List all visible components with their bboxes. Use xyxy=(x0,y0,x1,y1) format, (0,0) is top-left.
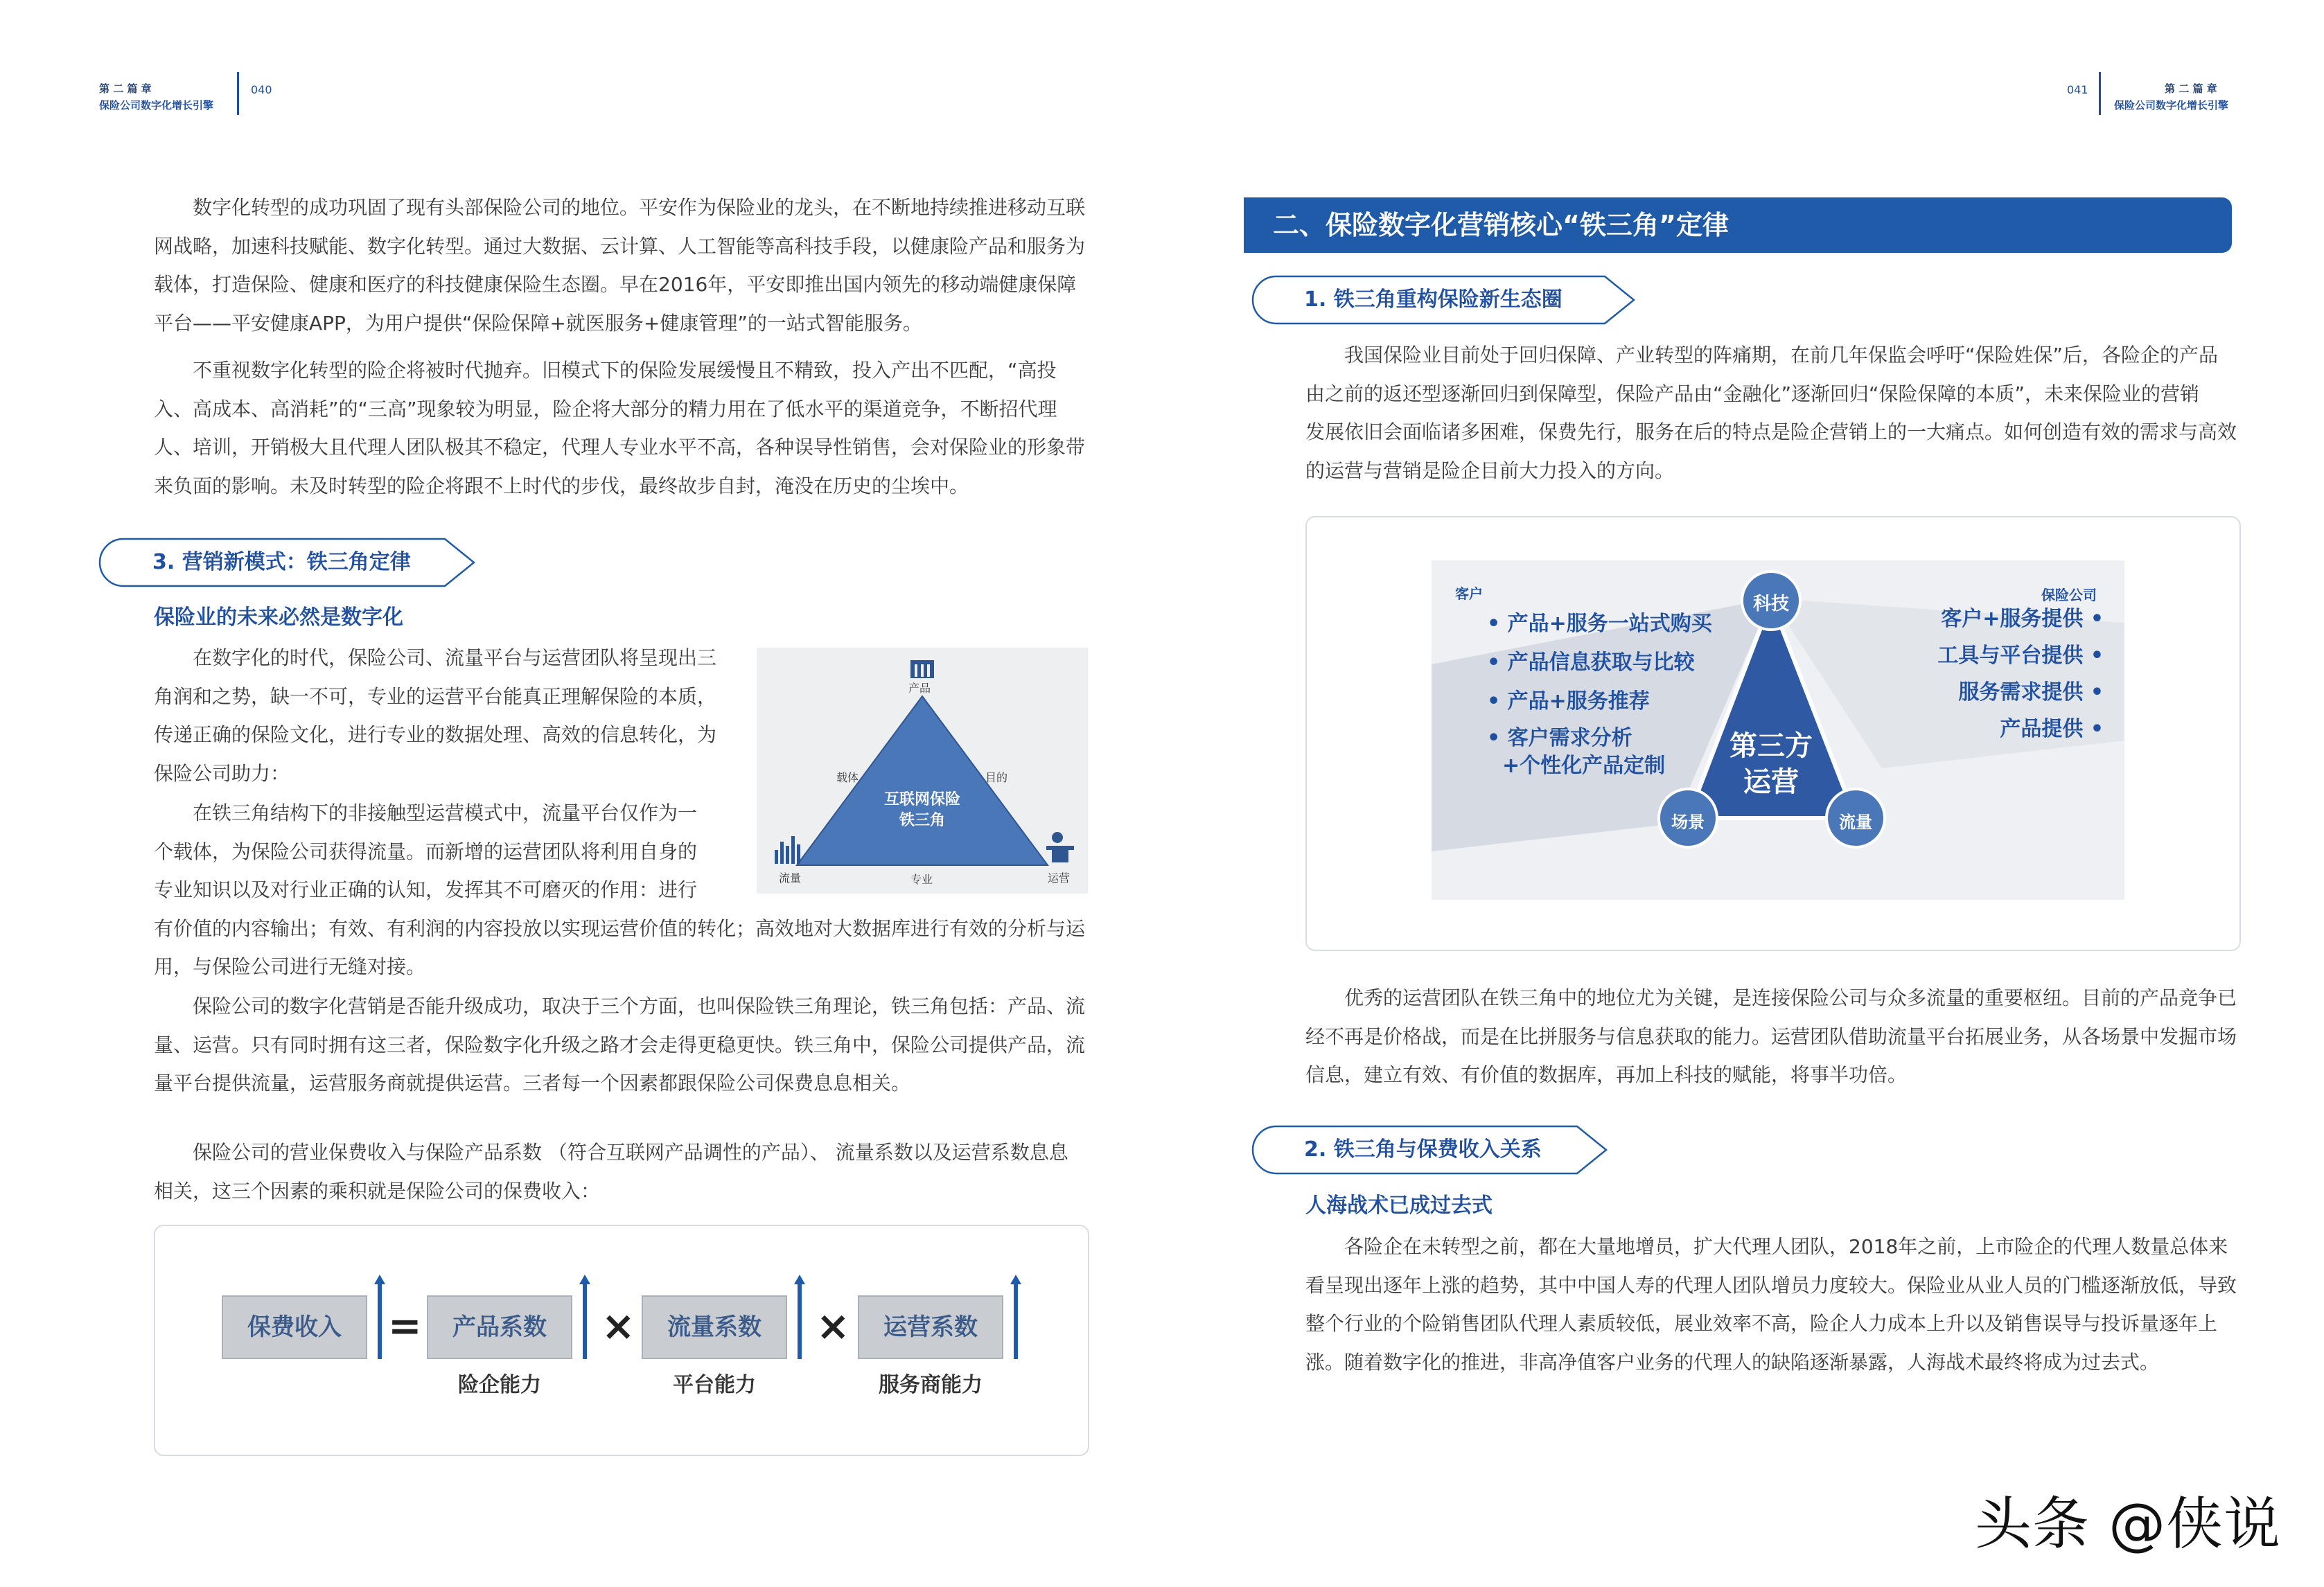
section-tag-1 xyxy=(1251,275,1639,325)
formula-product-coefficient: 产品系数 xyxy=(427,1295,572,1359)
left-paragraph-4: 在铁三角结构下的非接触型运营模式中，流量平台仅作为一 个载体，为保险公司获得流量。而新增的运营团队将利用自身的 专业知识以及对行业正确的认知，发挥其不可磨灭的作用：进行 有价值的内容输出；有效、有利润的内容投放以实现运营价值的转化；高效地对大数据库进行有效的分析与运 用，与保险公司进行无缝对接。 xyxy=(154,801,1086,978)
right-page-number: 041 xyxy=(2067,83,2088,96)
right-paragraph-1: 我国保险业目前处于回归保障、产业转型的阵痛期，在前几年保监会呼吁“保险姓保”后，各险企的产品 由之前的返还型逐渐回归到保障型，保险产品由“金融化”逐渐回归“保险保障的本质”，未来保险业的营销 发展依旧会面临诸多困难，保费先行，服务在后的特点是险企营销上的一大痛点。如何创造有效的需求与高效 的运营与营销是险企目前大力投入的方向。 xyxy=(1305,344,2237,482)
formula-premium-income: 保费收入 xyxy=(222,1295,367,1359)
insurer-item: 产品提供 • xyxy=(2000,717,2104,741)
left-page-number: 040 xyxy=(251,83,272,96)
operator-icon xyxy=(1046,832,1074,862)
right-paragraph-2: 优秀的运营团队在铁三角中的地位尤为关键，是连接保险公司与众多流量的重要枢纽。目前的产品竞争已 经不再是价格战，而是在比拼服务与信息获取的能力。运营团队借助流量平台拓展业务，从各场景中发掘市场 信息，建立有效、有价值的数据库，再加上科技的赋能，将事半功倍。 xyxy=(1305,986,2237,1086)
right-paragraph-3: 各险企在未转型之前，都在大量地增员，扩大代理人团队，2018年之前，上市险企的代理人数量总体来 看呈现出逐年上涨的趋势，其中中国人寿的代理人团队增员力度较大。保险业从业人员的门槛逐渐放低，导致 整个行业的个险销售团队代理人素质较低，展业效率不高，险企人力成本上升以及销售误导与投诉量逐年上 涨。随着数字化的推进，非高净值客户业务的代理人的缺陷逐渐暴露，人海战术最终将成为过去式。 xyxy=(1305,1235,2237,1374)
triangle-bottom-left-label: 流量 xyxy=(779,871,802,885)
formula-equals: = xyxy=(388,1302,422,1349)
arrow-up-icon xyxy=(374,1275,385,1359)
left-header-divider xyxy=(237,72,239,115)
diagram-node-technology: 科技 xyxy=(1752,594,1789,614)
diagram-insurer-label: 保险公司 xyxy=(2041,587,2097,603)
left-paragraph-5: 保险公司的数字化营销是否能升级成功，取决于三个方面，也叫保险铁三角理论，铁三角包括：产品、流 量、运营。只有同时拥有这三者，保险数字化升级之路才会走得更稳更快。铁三角中，保险公司提供产品，流 量平台提供流量，运营服务商就提供运营。三者每一个因素都跟保险公司保费息息相关。 xyxy=(154,995,1086,1094)
customer-item: • 产品+服务一站式购买 xyxy=(1487,612,1712,636)
ecosystem-diagram xyxy=(1432,560,2124,900)
triangle-bottom-edge-label: 专业 xyxy=(910,873,933,886)
diagram-node-scenario: 场景 xyxy=(1671,813,1705,832)
iron-triangle-figure xyxy=(757,648,1088,894)
formula-times-2: × xyxy=(816,1302,850,1349)
right-header-chapter: 第 二 篇 章 xyxy=(2165,82,2217,95)
watermark: 头条 @侠说 xyxy=(1975,1491,2282,1557)
triangle-left-edge-label: 载体 xyxy=(836,771,859,784)
section-tag-1-label: 1. 铁三角重构保险新生态圈 xyxy=(1304,287,1562,312)
customer-item: • 产品信息获取与比较 xyxy=(1487,650,1695,675)
right-header-divider xyxy=(2099,72,2101,115)
left-header-chapter: 第 二 篇 章 xyxy=(99,82,152,95)
arrow-up-icon xyxy=(579,1275,590,1359)
section-tag-2 xyxy=(1251,1125,1612,1175)
left-paragraph-3: 在数字化的时代，保险公司、流量平台与运营团队将呈现出三 角润和之势，缺一不可，专业的运营平台能真正理解保险的本质， 传递正确的保险文化，进行专业的数据处理、高效的信息转化，为 保险公司助力： xyxy=(154,646,717,785)
insurer-item: 客户+服务提供 • xyxy=(1941,607,2104,631)
section-tag-3-label: 3. 营销新模式：铁三角定律 xyxy=(152,550,411,574)
triangle-top-label: 产品 xyxy=(908,682,931,695)
section-banner-title: 二、保险数字化营销核心“铁三角”定律 xyxy=(1273,210,1729,240)
customer-item: • 客户需求分析 xyxy=(1487,726,1632,750)
left-subhead: 保险业的未来必然是数字化 xyxy=(154,605,403,630)
diagram-insurer-list xyxy=(1875,601,2104,747)
ecosystem-diagram-box xyxy=(1305,516,2241,951)
triangle-bottom-right-label: 运营 xyxy=(1048,871,1071,885)
diagram-center-line1: 第三方 xyxy=(1729,730,1813,762)
customer-item: • 产品+服务推荐 xyxy=(1487,689,1650,713)
caption-insurer-capability: 险企能力 xyxy=(458,1373,541,1397)
arrow-up-icon xyxy=(794,1275,805,1359)
building-icon xyxy=(910,660,934,678)
customer-item: +个性化产品定制 xyxy=(1502,754,1666,778)
triangle-center-line1: 互联网保险 xyxy=(883,791,960,808)
caption-provider-capability: 服务商能力 xyxy=(879,1373,983,1397)
triangle-right-edge-label: 目的 xyxy=(985,771,1008,784)
section-tag-2-label: 2. 铁三角与保费收入关系 xyxy=(1304,1137,1542,1162)
formula-times-1: × xyxy=(601,1302,635,1349)
formula-box xyxy=(154,1225,1089,1456)
right-subhead: 人海战术已成过去式 xyxy=(1305,1194,1493,1218)
insurer-item: 工具与平台提供 • xyxy=(1937,644,2104,668)
formula-operation-coefficient: 运营系数 xyxy=(858,1295,1003,1359)
diagram-customer-list xyxy=(1487,605,1712,777)
left-header-subtitle: 保险公司数字化增长引擎 xyxy=(99,99,214,112)
triangle-center-line2: 铁三角 xyxy=(899,812,945,829)
diagram-center-line2: 运营 xyxy=(1743,766,1799,798)
caption-platform-capability: 平台能力 xyxy=(673,1373,756,1397)
bar-chart-icon xyxy=(775,836,800,864)
diagram-node-traffic: 流量 xyxy=(1839,813,1872,832)
formula-traffic-coefficient: 流量系数 xyxy=(642,1295,787,1359)
section-tag-3 xyxy=(98,538,479,587)
arrow-up-icon xyxy=(1010,1275,1021,1359)
left-paragraph-1: 数字化转型的成功巩固了现有头部保险公司的地位。平安作为保险业的龙头，在不断地持续推进移动互联 网战略，加速科技赋能、数字化转型。通过大数据、云计算、人工智能等高科技手段，以健康险产品和服务为 载体，打造保险、健康和医疗的科技健康保险生态圈。早在2016年，平安即推出国内领先的移动端健康保障 平台——平安健康APP，为用户提供“保险保障+就医服务+健康管理”的一站式智能服务。 xyxy=(154,196,1086,335)
section-banner xyxy=(1244,197,2232,253)
diagram-customer-label: 客户 xyxy=(1455,585,1483,602)
right-header-subtitle: 保险公司数字化增长引擎 xyxy=(2114,99,2229,112)
left-paragraph-6: 保险公司的营业保费收入与保险产品系数 （符合互联网产品调性的产品）、 流量系数以及运营系数息息 相关，这三个因素的乘积就是保险公司的保费收入： xyxy=(154,1141,1068,1203)
insurer-item: 服务需求提供 • xyxy=(1958,680,2104,704)
left-paragraph-2: 不重视数字化转型的险企将被时代抛弃。旧模式下的保险发展缓慢且不精致，投入产出不匹配，“高投 入、高成本、高消耗”的“三高”现象较为明显，险企将大部分的精力用在了低水平的渠道竞争，不断招代理 人、培训，开销极大且代理人团队极其不稳定，代理人专业水平不高，各种误导性销售，会对保险业的形象带 来负面的影响。未及时转型的险企将跟不上时代的步伐，最终故步自封，淹没在历史的尘埃中。 xyxy=(154,359,1086,497)
